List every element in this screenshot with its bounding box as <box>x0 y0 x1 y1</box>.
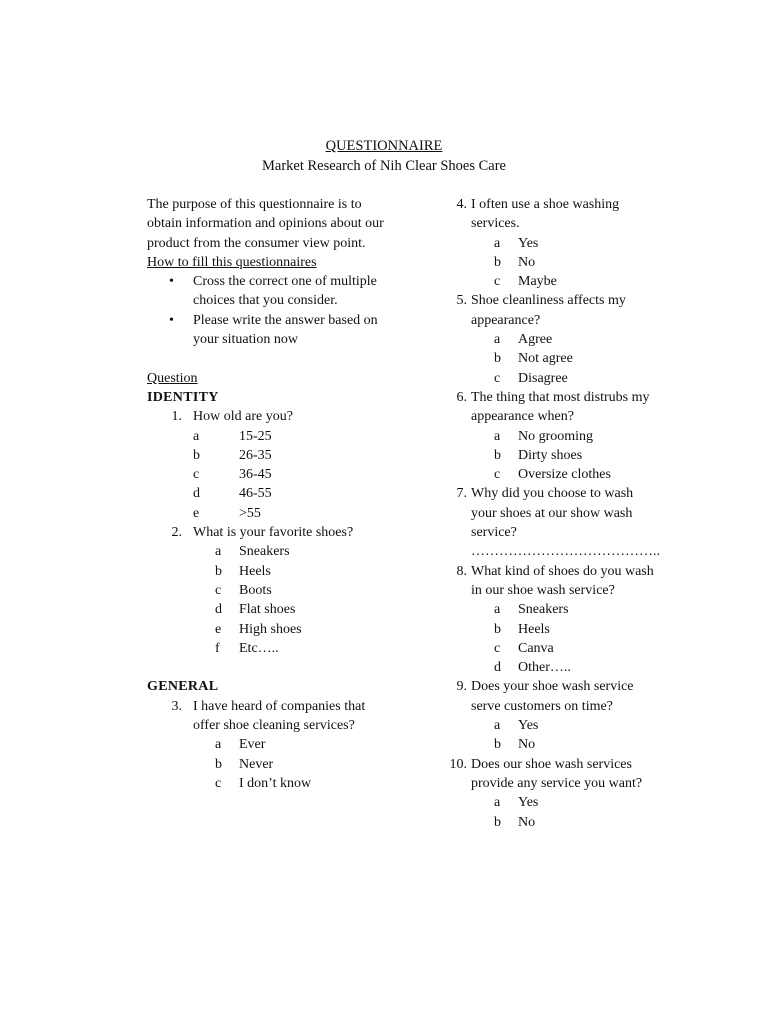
option-9a[interactable] <box>446 716 656 735</box>
option-letter: a <box>215 737 222 753</box>
purpose-paragraph: The purpose of this questionnaire is to obtain information and opinions about our product from the consumer view point. <box>147 197 384 251</box>
instruction-item <box>147 272 397 311</box>
option-letter: a <box>494 602 501 618</box>
option-letter: a <box>494 332 501 348</box>
option-4c[interactable] <box>446 272 656 291</box>
option-letter: c <box>193 467 200 483</box>
option-text: Disagree <box>518 370 568 386</box>
bullet-icon: • <box>169 274 174 290</box>
question-2 <box>147 523 397 542</box>
option-text: Maybe <box>518 274 557 290</box>
option-3b[interactable] <box>147 755 397 774</box>
question-text: I have heard of companies that offer shoe cleaning services? <box>193 698 366 734</box>
option-3a[interactable] <box>147 735 397 754</box>
option-6c[interactable] <box>446 465 656 484</box>
option-2d[interactable] <box>147 600 397 619</box>
option-text: Sneakers <box>239 544 290 560</box>
question-number: 8. <box>456 563 467 579</box>
option-10a[interactable] <box>446 793 656 812</box>
question-6 <box>446 388 656 427</box>
option-text: Heels <box>518 621 550 637</box>
option-8a[interactable] <box>446 600 656 619</box>
option-5a[interactable] <box>446 330 656 349</box>
left-column <box>147 195 397 793</box>
question-text: Shoe cleanliness affects my appearance? <box>471 293 626 328</box>
option-8b[interactable] <box>446 620 656 639</box>
option-letter: f <box>215 640 220 656</box>
option-text: Agree <box>518 332 553 348</box>
question-7 <box>446 484 656 542</box>
option-text: Oversize clothes <box>518 467 611 483</box>
option-text: No grooming <box>518 428 594 444</box>
option-text: Other….. <box>518 660 571 676</box>
option-letter: e <box>215 621 222 637</box>
option-text: Sneakers <box>518 602 569 618</box>
option-text: Yes <box>518 795 539 811</box>
option-text: Not agree <box>518 351 573 367</box>
question-number: 10. <box>449 756 467 772</box>
question-label: Question <box>147 370 198 386</box>
option-letter: c <box>215 775 222 791</box>
question-text: I often use a shoe washing services. <box>471 197 620 232</box>
option-text: Boots <box>239 582 272 598</box>
option-5c[interactable] <box>446 369 656 388</box>
option-letter: b <box>494 737 501 753</box>
option-4b[interactable] <box>446 253 656 272</box>
question-number: 9. <box>456 679 467 695</box>
option-letter: a <box>193 428 200 444</box>
section-identity: IDENTITY <box>147 389 219 405</box>
option-3c[interactable] <box>147 774 397 793</box>
option-text: Yes <box>518 718 539 734</box>
option-letter: c <box>494 640 501 656</box>
instruction-list <box>147 272 397 349</box>
question-number: 4. <box>456 197 467 212</box>
option-text: No <box>518 814 536 830</box>
question-number: 1. <box>171 409 182 425</box>
page-subtitle: Market Research of Nih Clear Shoes Care <box>261 158 506 174</box>
option-letter: e <box>193 505 200 521</box>
question-5 <box>446 291 656 330</box>
option-text: Flat shoes <box>239 602 296 618</box>
option-6b[interactable] <box>446 446 656 465</box>
instruction-text: Please write the answer based on your situation now <box>193 312 378 348</box>
option-text: 36-45 <box>239 467 272 483</box>
option-letter: c <box>494 467 501 483</box>
option-text: High shoes <box>239 621 302 637</box>
option-1d[interactable] <box>147 484 397 503</box>
option-text: Heels <box>239 563 271 579</box>
option-2a[interactable] <box>147 542 397 561</box>
option-2e[interactable] <box>147 620 397 639</box>
question-9 <box>446 677 656 716</box>
option-10b[interactable] <box>446 813 656 832</box>
option-1e[interactable] <box>147 504 397 523</box>
option-text: 46-55 <box>239 486 272 502</box>
option-8c[interactable] <box>446 639 656 658</box>
option-1c[interactable] <box>147 465 397 484</box>
option-text: Dirty shoes <box>518 447 583 463</box>
question-text: Does your shoe wash service serve customers on time? <box>471 679 634 714</box>
question-number: 6. <box>456 389 467 405</box>
option-letter: b <box>215 563 222 579</box>
option-letter: d <box>494 660 501 676</box>
option-letter: b <box>193 447 200 463</box>
question-text: Why did you choose to wash your shoes at our show wash service? <box>471 486 634 541</box>
question-text: What kind of shoes do you wash in our shoe wash service? <box>471 563 654 598</box>
option-letter: a <box>494 795 501 811</box>
option-letter: c <box>494 370 501 386</box>
option-letter: a <box>215 544 222 560</box>
option-letter: b <box>494 814 501 830</box>
question-number: 5. <box>456 293 467 309</box>
option-letter: a <box>494 718 501 734</box>
option-1b[interactable] <box>147 446 397 465</box>
option-text: 15-25 <box>239 428 272 444</box>
question-number: 3. <box>171 698 182 714</box>
question-number: 2. <box>171 525 182 541</box>
question-4 <box>446 195 656 234</box>
option-text: Canva <box>518 640 554 656</box>
option-text: Etc….. <box>239 640 279 656</box>
option-letter: b <box>494 351 501 367</box>
option-letter: b <box>494 254 501 270</box>
option-6a[interactable] <box>446 427 656 446</box>
bullet-icon: • <box>169 312 174 328</box>
option-letter: a <box>494 235 501 251</box>
question-1 <box>147 407 397 426</box>
option-letter: d <box>215 602 222 618</box>
option-1a[interactable] <box>147 427 397 446</box>
question-text: Does our shoe wash services provide any service you want? <box>471 756 643 791</box>
section-general: GENERAL <box>147 679 219 695</box>
option-8d[interactable] <box>446 658 656 677</box>
question-text: The thing that most distrubs my appearance when? <box>471 389 650 425</box>
option-text: >55 <box>239 505 261 521</box>
right-column <box>446 195 660 832</box>
option-2f[interactable] <box>147 639 397 658</box>
option-text: I don’t know <box>239 775 312 791</box>
option-text: 26-35 <box>239 447 272 463</box>
option-letter: b <box>215 756 222 772</box>
question-3 <box>147 697 373 736</box>
option-letter: b <box>494 621 501 637</box>
option-letter: b <box>494 447 501 463</box>
question-text: What is your favorite shoes? <box>193 525 354 541</box>
option-4a[interactable] <box>446 234 656 253</box>
option-text: Yes <box>518 235 539 251</box>
how-to-heading: How to fill this questionnaires <box>147 254 317 270</box>
page-title: QUESTIONNAIRE <box>325 138 443 154</box>
option-text: No <box>518 254 536 270</box>
option-text: No <box>518 737 536 753</box>
question-8 <box>446 562 656 601</box>
option-letter: d <box>193 486 200 502</box>
question-number: 7. <box>456 486 467 502</box>
option-letter: c <box>494 274 501 290</box>
option-text: Ever <box>239 737 266 753</box>
question-text: How old are you? <box>193 409 293 425</box>
option-letter: a <box>494 428 501 444</box>
instruction-item <box>147 311 397 350</box>
instruction-text: Cross the correct one of multiple choices that you consider. <box>193 274 377 309</box>
answer-line[interactable]: ………………………………….. <box>471 544 660 560</box>
option-letter: c <box>215 582 222 598</box>
question-10 <box>446 755 656 794</box>
option-2c[interactable] <box>147 581 397 600</box>
option-2b[interactable] <box>147 562 397 581</box>
option-9b[interactable] <box>446 735 656 754</box>
option-5b[interactable] <box>446 349 656 368</box>
option-text: Never <box>239 756 274 772</box>
